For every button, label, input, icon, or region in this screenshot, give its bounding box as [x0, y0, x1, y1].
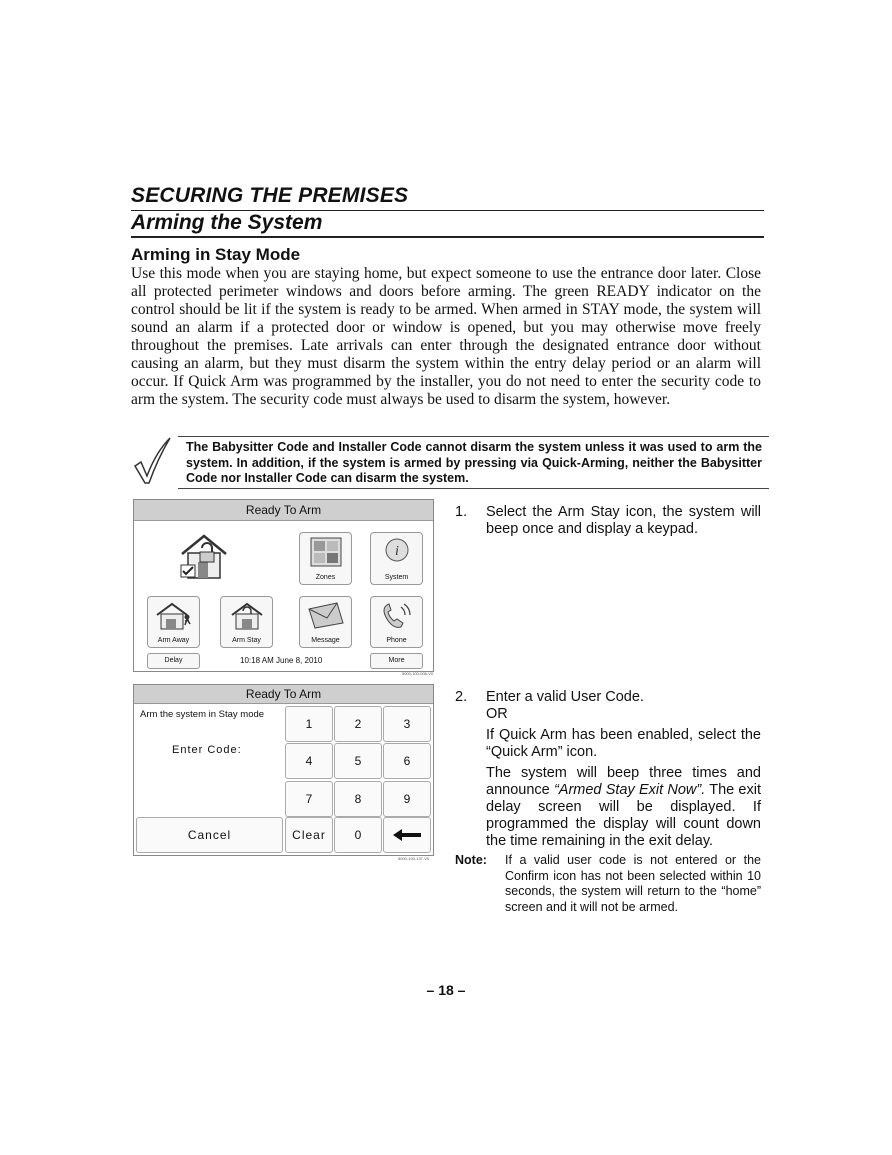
arm-stay-label: Arm Stay [232, 637, 261, 644]
message-label: Message [311, 637, 340, 644]
cancel-button[interactable]: Cancel [136, 817, 283, 853]
page-number: – 18 – [426, 982, 466, 998]
step-text-part: The system will beep three times and announce [486, 765, 761, 798]
arm-stay-icon [227, 601, 267, 631]
step-number: 2. [455, 689, 468, 705]
key-6[interactable]: 6 [383, 743, 431, 779]
note-label: Note: [455, 853, 487, 867]
figure-code: 5000-100-006-V0 [402, 671, 434, 676]
system-button[interactable] [370, 532, 423, 585]
step-text: If Quick Arm has been enabled, select the “Quick Arm” icon. [486, 727, 761, 760]
key-4[interactable]: 4 [285, 743, 333, 779]
keypad-subtitle: Arm the system in Stay mode [140, 709, 265, 720]
note-text: If a valid user code is not entered or the Confirm icon has not been selected within 10 seconds, the system will return to the “home” screen and it will not be armed. [505, 853, 761, 914]
delay-button[interactable]: Delay [147, 653, 200, 669]
home-screen [133, 499, 434, 672]
step-text: Enter a valid User Code. [486, 689, 644, 705]
phone-button[interactable] [370, 596, 423, 648]
heading: Arming in Stay Mode [131, 245, 301, 264]
screen-header: Ready To Arm [134, 500, 433, 521]
step-text-part: The exit delay screen will be displayed. If programmed the display will count down the time remaining in the exit delay. [486, 782, 761, 849]
envelope-icon [307, 601, 345, 629]
back-arrow-icon [392, 828, 422, 842]
arm-away-button[interactable] [147, 596, 200, 648]
arm-away-icon [154, 601, 194, 631]
info-icon [384, 537, 410, 563]
zones-button[interactable] [299, 532, 352, 585]
svg-text:i: i [394, 544, 399, 559]
system-label: System [384, 574, 409, 581]
step-or: OR [486, 706, 508, 722]
key-3[interactable]: 3 [383, 706, 431, 742]
zones-icon [310, 537, 342, 567]
step-text [486, 765, 761, 850]
body-paragraph: Use this mode when you are staying home, but expect someone to use the entrance door later. Close all protected perimeter windows and doors before arming. The green READY indicator on the control should be lit if the system is ready to be armed. When armed in STAY mode, the system will sound an alarm if a protected door or window is opened, but you may otherwise move freely throughout the premises. Late arrivals can enter through the designated entrance door without causing an alarm, but they must disarm the system within the entry delay period or an alarm will occur. If Quick Arm was programmed by the installer, you do not need to enter the security code to arm the system. The security code must always be used to disarm the system, however. [131, 265, 761, 408]
message-button[interactable] [299, 596, 352, 648]
more-button[interactable]: More [370, 653, 423, 669]
arm-stay-button[interactable] [220, 596, 273, 648]
divider [178, 488, 769, 489]
house-status-icon [178, 532, 234, 580]
section-title: SECURING THE PREMISES [131, 184, 409, 207]
key-5[interactable]: 5 [334, 743, 382, 779]
key-1[interactable]: 1 [285, 706, 333, 742]
keypad-screen [133, 684, 434, 856]
phone-icon [379, 601, 415, 631]
datetime-display: 10:18 AM June 8, 2010 [240, 656, 323, 665]
arm-away-label: Arm Away [157, 637, 190, 644]
screen-header: Ready To Arm [134, 685, 433, 704]
figure-code: 5000-100-137-V0 [398, 856, 430, 861]
checkmark-icon [132, 436, 172, 486]
zones-label: Zones [315, 574, 336, 581]
backspace-button[interactable] [383, 817, 431, 853]
key-7[interactable]: 7 [285, 781, 333, 817]
step-text: Select the Arm Stay icon, the system will beep once and display a keypad. [486, 504, 761, 537]
key-2[interactable]: 2 [334, 706, 382, 742]
note-box-text: The Babysitter Code and Installer Code cannot disarm the system unless it was used to arm the system. In addition, if the system is armed by pressing via Quick-Arming, neither the Babysitter Code nor Installer Code can disarm the system. [186, 440, 762, 485]
enter-code-label: Enter Code: [172, 744, 242, 756]
divider [131, 236, 764, 238]
subsection-title: Arming the System [131, 211, 323, 234]
key-0[interactable]: 0 [334, 817, 382, 853]
phone-label: Phone [386, 637, 407, 644]
clear-button[interactable]: Clear [285, 817, 333, 853]
divider [178, 436, 769, 437]
step-number: 1. [455, 504, 468, 520]
key-8[interactable]: 8 [334, 781, 382, 817]
announcement-text: “Armed Stay Exit Now”. [553, 782, 706, 798]
key-9[interactable]: 9 [383, 781, 431, 817]
